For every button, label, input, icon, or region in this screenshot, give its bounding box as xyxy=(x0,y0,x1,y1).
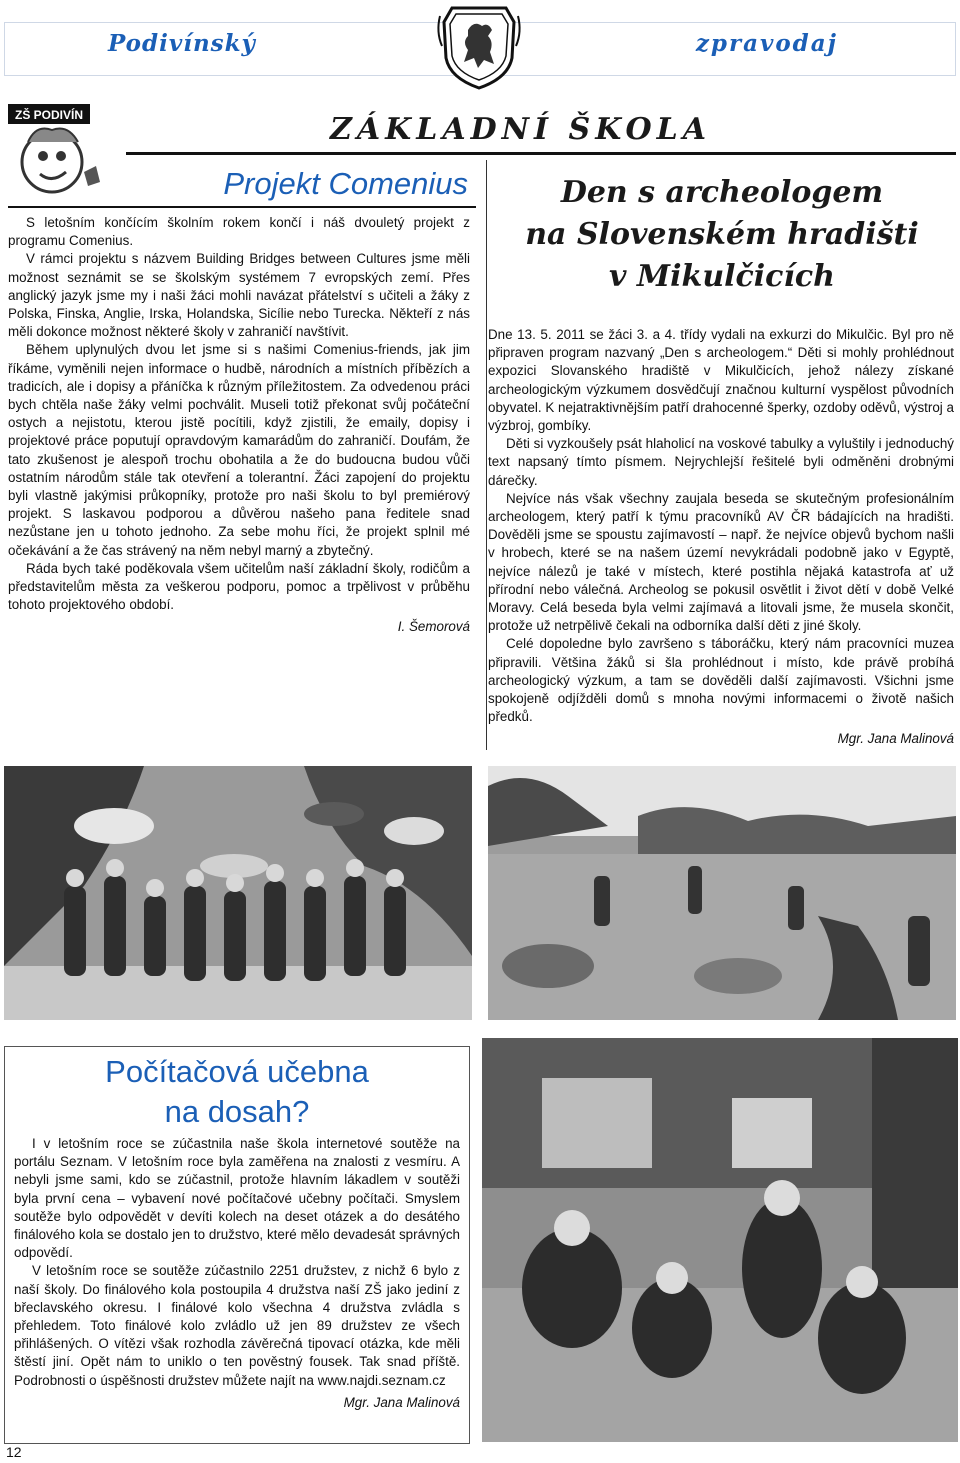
paragraph: Ráda bych také poděkovala všem učitelům naší základní školy, rodičům a představitelům města za veškerou podporu, pomoc a trpělivost v průběhu tohoto projektového období. xyxy=(8,560,470,613)
section-title: ZÁKLADNÍ ŠKOLA xyxy=(330,112,711,147)
computer-article-title xyxy=(4,1052,470,1132)
title-line: na Slovenském hradišti xyxy=(525,217,919,252)
school-logo-text: ZŠ PODIVÍN xyxy=(14,108,84,122)
comenius-article-title: Projekt Comenius xyxy=(223,166,468,201)
newsletter-title-right: zpravodaj xyxy=(695,30,838,57)
paragraph: Během uplynulých dvou let jsme si s našimi Comenius-friends, jak jim říkáme, vyměnili nejen informace o hudbě, národních a místních příbězích a tradicích, ale i dopisy a přáníčka k různým příležitostem. Za odvedenou práci bych chtěla naše žáky velmi pochválit. Museli totiž překonat svůj počáteční ostych a nejistotu, kterou jistě pocítili, když zjistili, že emaily, dopisy i projektové práce poputují opravdovým kamarádům do zahraničí. Doufám, že tato zkušenost je alespoň trochu obohatila a že do budoucna budou vůči ostatním národům stále tak otevření a tolerantní. Žáci zapojení do projektu byli vlastně jakýmisi průkopníky, protože pro naši školu to byl premiérový projekt. S laskavou podporou a důvěrou našeho pana ředitele snad nezůstane jen u tohoto jednoho. Za sebe mohu říci, že projekt splnil mé očekávání a že čas strávený na něm nebyl marný a zbytečný. xyxy=(8,342,470,558)
archeology-article-title xyxy=(492,172,952,298)
paragraph: S letošním končícím školním rokem končí i náš dvouletý projekt z programu Comenius. xyxy=(8,215,470,249)
title-line: v Mikulčicích xyxy=(609,259,835,294)
comenius-title-rule xyxy=(8,206,476,208)
title-line: na dosah? xyxy=(164,1094,310,1129)
computer-article-body xyxy=(14,1135,460,1412)
paragraph: Děti si vyzkoušely psát hlaholicí na voskové tabulky a vyluštily i jednoduchý text napsaný tímto písmem. Nejrychlejší řešitelé byli odměněni drobnými dárečky. xyxy=(488,436,954,488)
paragraph: I v letošním roce se zúčastnila naše škola internetové soutěže na portálu Seznam. V letošním roce byla zaměřena na znalosti z vesmíru. A nebyli jsme sami, kdo se zúčastnil, protože hlavním lákadlem v soutěži byla první cena – vybavení nové počítačové učebny počítači. Smyslem soutěže bylo odpovědět v devíti kolech na deset otázek a do desátého finálového kola se dostalo jen to družstvo, které mělo devadesát správných odpovědí. xyxy=(14,1136,460,1261)
section-rule xyxy=(126,152,956,155)
title-line: Počítačová učebna xyxy=(105,1054,369,1089)
town-crest-icon xyxy=(434,2,524,90)
computer-classroom-photo xyxy=(482,1038,958,1442)
school-logo xyxy=(6,102,126,202)
article-author: Mgr. Jana Malinová xyxy=(343,1394,460,1410)
archeology-article-body xyxy=(488,326,954,749)
newsletter-title-left: Podivínský xyxy=(108,30,256,57)
article-author: I. Šemorová xyxy=(397,619,470,635)
title-line: Den s archeologem xyxy=(560,175,884,210)
column-divider xyxy=(486,160,487,750)
archeology-field-photo xyxy=(488,766,956,1020)
paragraph: Nejvíce nás však všechny zaujala beseda se skutečným profesionálním archeologem, který patří k týmu pracovníků AV ČR bádajících na hradišti. Dověděli jsme se spoustu zajímavostí – např. že nejvíce objevů bychom našli v hrobech, které se na našem území nevykrádali podobně jako v Egyptě, nejvíce nálezů je také v místech, které postihla nějaká katastrofa ať už přírodní nebo válečná. Archeolog se pokusil osvětlit i život dětí v době Velké Moravy. Celá beseda byla velmi zajímavá a litovali jsme, že musela skončit, protože už netrpělivě čekali na odborníka další děti z jiné školy. xyxy=(488,490,954,634)
comenius-article-body xyxy=(8,214,470,637)
page-number: 12 xyxy=(6,1444,22,1460)
comenius-group-photo xyxy=(4,766,472,1020)
paragraph: Dne 13. 5. 2011 se žáci 3. a 4. třídy vydali na exkurzi do Mikulčic. Byl pro ně připraven program nazvaný „Den s archeologem.“ Děti si mohly prohlédnout expozici Slovanského hradiště v Mikulčicích, jehož nálezy získané archeologickým výzkumem dosvědčují značnou kulturní vyspělost původních obyvatel. K nejatraktivnějším patří drahocenné šperky, ozdoby oděvů, výstroj a výzbroj, gombíky. xyxy=(488,327,954,434)
paragraph: V letošním roce se soutěže zúčastnilo 2251 družstev, z nichž 6 bylo z naší školy. Do finálového kola postoupila 4 družstva naší ZŠ jako jediní z břeclavského okresu. I finálové kolo všechna 4 družstva zvládla s přehledem. Toto finálové kolo zvládlo už jen 89 družstev ze všech přihlášených. O vítězi však rozhodla závěrečná tipovací otázka, kde měli štěstí jiní. Opět nám to uniklo o ten pověstný fousek. Tak snad příště. Podrobnosti o úspěšnosti družstev můžete najít na www.najdi.seznam.cz xyxy=(14,1263,460,1388)
article-author: Mgr. Jana Malinová xyxy=(837,731,954,747)
paragraph: V rámci projektu s názvem Building Bridges between Cultures jsme měli možnost seznámit se se školským systémem 7 evropských zemí. Přes anglický jazyk jsme my i naši žáci mohli navázat přátelství s učiteli a žáky z Polska, Finska, Anglie, Irska, Holandska, Sicílie nebo Turecka. Někteří z nás měli dokonce možnost některé školy v zahraničí navštívit. xyxy=(8,251,470,340)
paragraph: Celé dopoledne bylo završeno s táboráčku, který nám pracovníci muzea připravili. Většina žáků si šla prohlédnout i místo, kde právě probíhá archeologický výzkum, a tam se dověděli další zajímavosti. Všichni jsme spokojeně odjížděli domů s mnoha novými informacemi o životě našich předků. xyxy=(488,636,954,725)
